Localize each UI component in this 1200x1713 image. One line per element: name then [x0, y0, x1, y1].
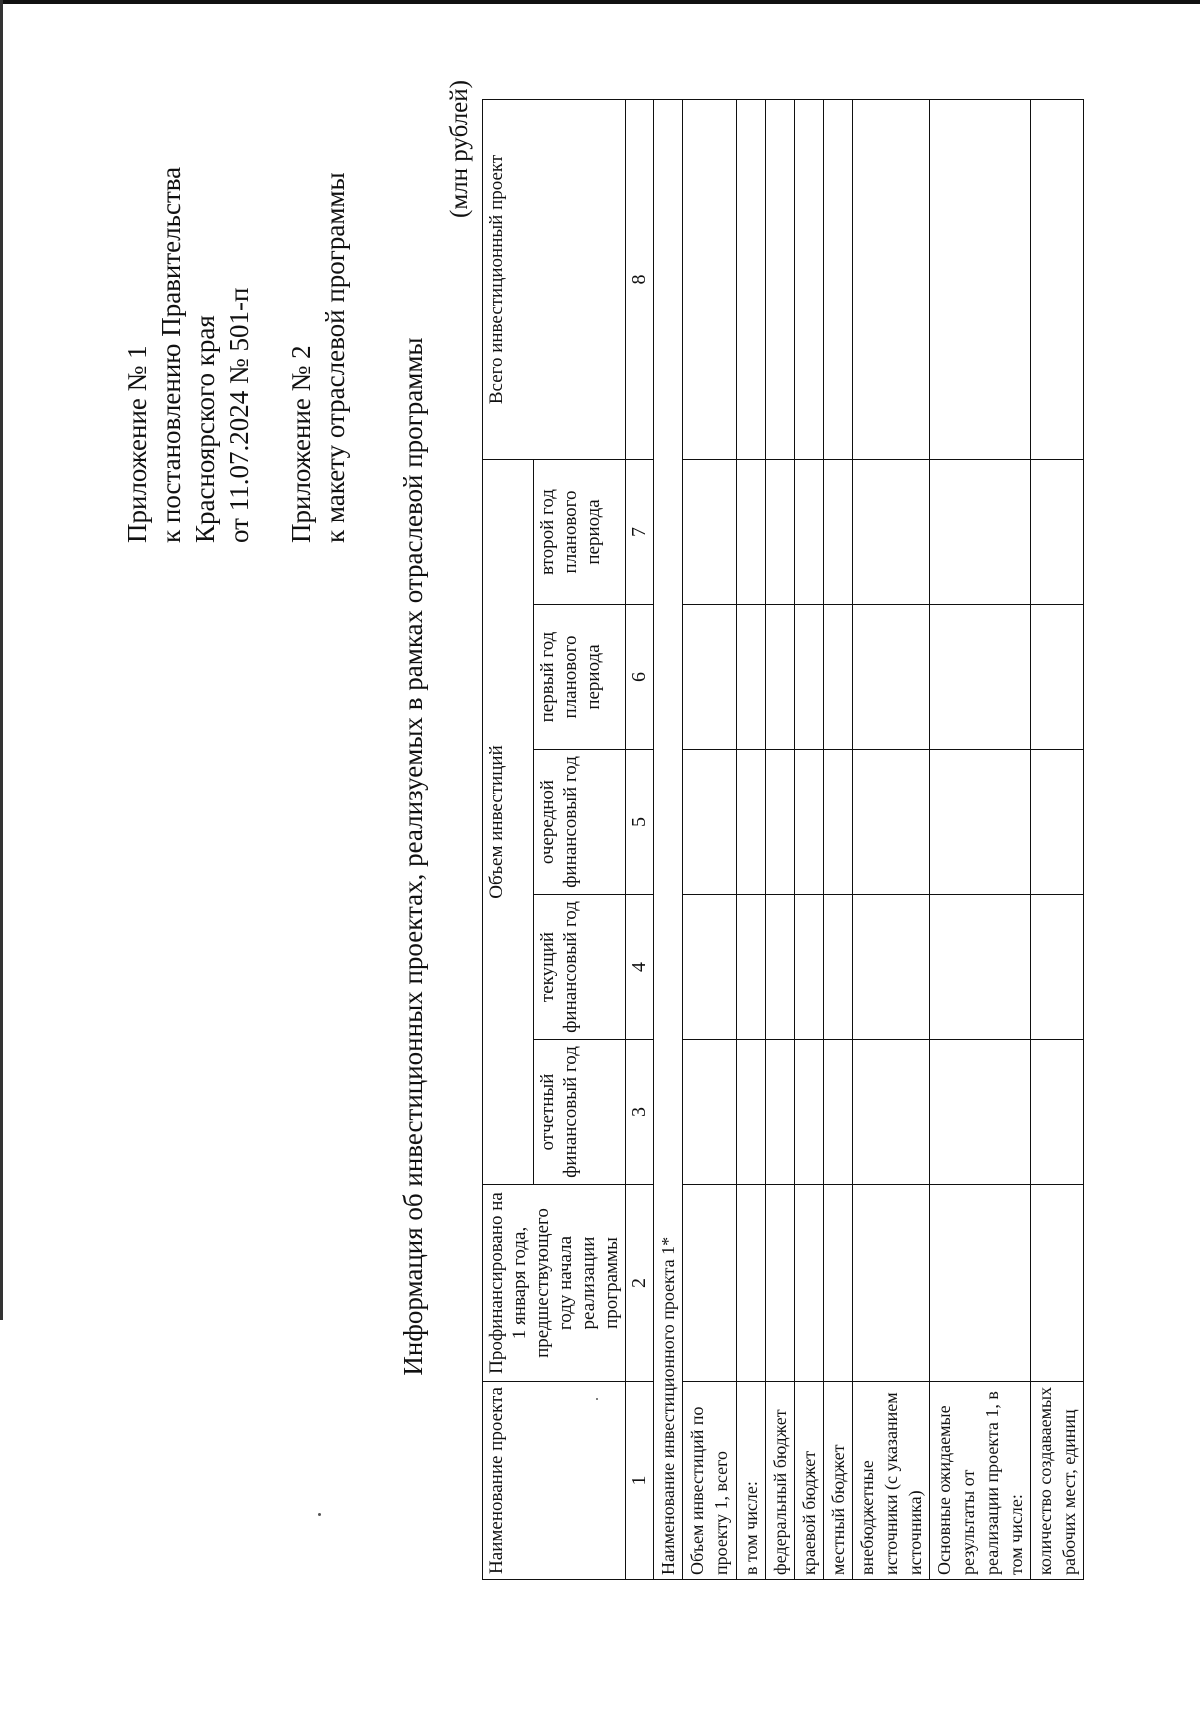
header-total: Всего инвестиционный проект: [483, 99, 626, 459]
row-label: количество создаваемых рабочих мест, единиц: [1031, 1382, 1084, 1580]
program-template-line: к макету отраслевой программы: [320, 172, 350, 543]
table-row: [1031, 99, 1084, 1579]
appendix-1-label: Приложение № 1: [122, 345, 152, 543]
header-financed: Профинансировано на 1 января года, предшествующего году начала реализации программы: [483, 1185, 626, 1382]
row-label: Основные ожидаемые результаты от реализации проекта 1, в том числе:: [930, 1382, 1031, 1580]
column-number: 7: [626, 459, 654, 604]
row-label: краевой бюджет: [795, 1382, 824, 1580]
column-number: 1: [626, 1382, 654, 1580]
table-row: [766, 99, 795, 1579]
project-name-row: [654, 99, 683, 1579]
header-current-year: текущий финансовый год: [534, 895, 626, 1040]
document-title: Информация об инвестиционных проектах, реализуемых в рамках отраслевой программы: [398, 337, 428, 1376]
column-number: 3: [626, 1040, 654, 1185]
units-label: (млн рублей): [446, 80, 473, 218]
column-number: 4: [626, 895, 654, 1040]
table-row: [824, 99, 853, 1579]
table-row: [795, 99, 824, 1579]
header-second-plan-year: второй год планового периода: [534, 459, 626, 604]
column-number: 2: [626, 1185, 654, 1382]
region-line: Красноярского края: [190, 315, 220, 543]
column-number-row: [626, 99, 654, 1579]
row-label: Объем инвестиций по проекту 1, всего: [683, 1382, 737, 1580]
header-project-name: Наименование проекта: [483, 1382, 626, 1580]
table-row: [930, 99, 1031, 1579]
header-investment-volume: Объем инвестиций: [483, 459, 534, 1184]
row-label: в том числе:: [737, 1382, 766, 1580]
investment-projects-table: [482, 99, 1084, 1580]
resolution-line: к постановлению Правительства: [156, 166, 186, 543]
table-row: [737, 99, 766, 1579]
column-number: 5: [626, 750, 654, 895]
project-name-cell: Наименование инвестиционного проекта 1*: [654, 99, 683, 1579]
column-number: 8: [626, 99, 654, 459]
row-label: внебюджетные источники (с указанием источника): [853, 1382, 930, 1580]
approval-block: [120, 167, 352, 543]
resolution-date-number: от 11.07.2024 № 501-п: [224, 287, 254, 543]
appendix-2-label: Приложение № 2: [286, 345, 316, 543]
column-number: 6: [626, 605, 654, 750]
header-next-year: очередной финансовый год: [534, 750, 626, 895]
table-row: [853, 99, 930, 1579]
header-reporting-year: отчетный финансовый год: [534, 1040, 626, 1185]
row-label: местный бюджет: [824, 1382, 853, 1580]
row-label: федеральный бюджет: [766, 1382, 795, 1580]
table-row: [683, 99, 737, 1579]
header-first-plan-year: первый год планового периода: [534, 605, 626, 750]
